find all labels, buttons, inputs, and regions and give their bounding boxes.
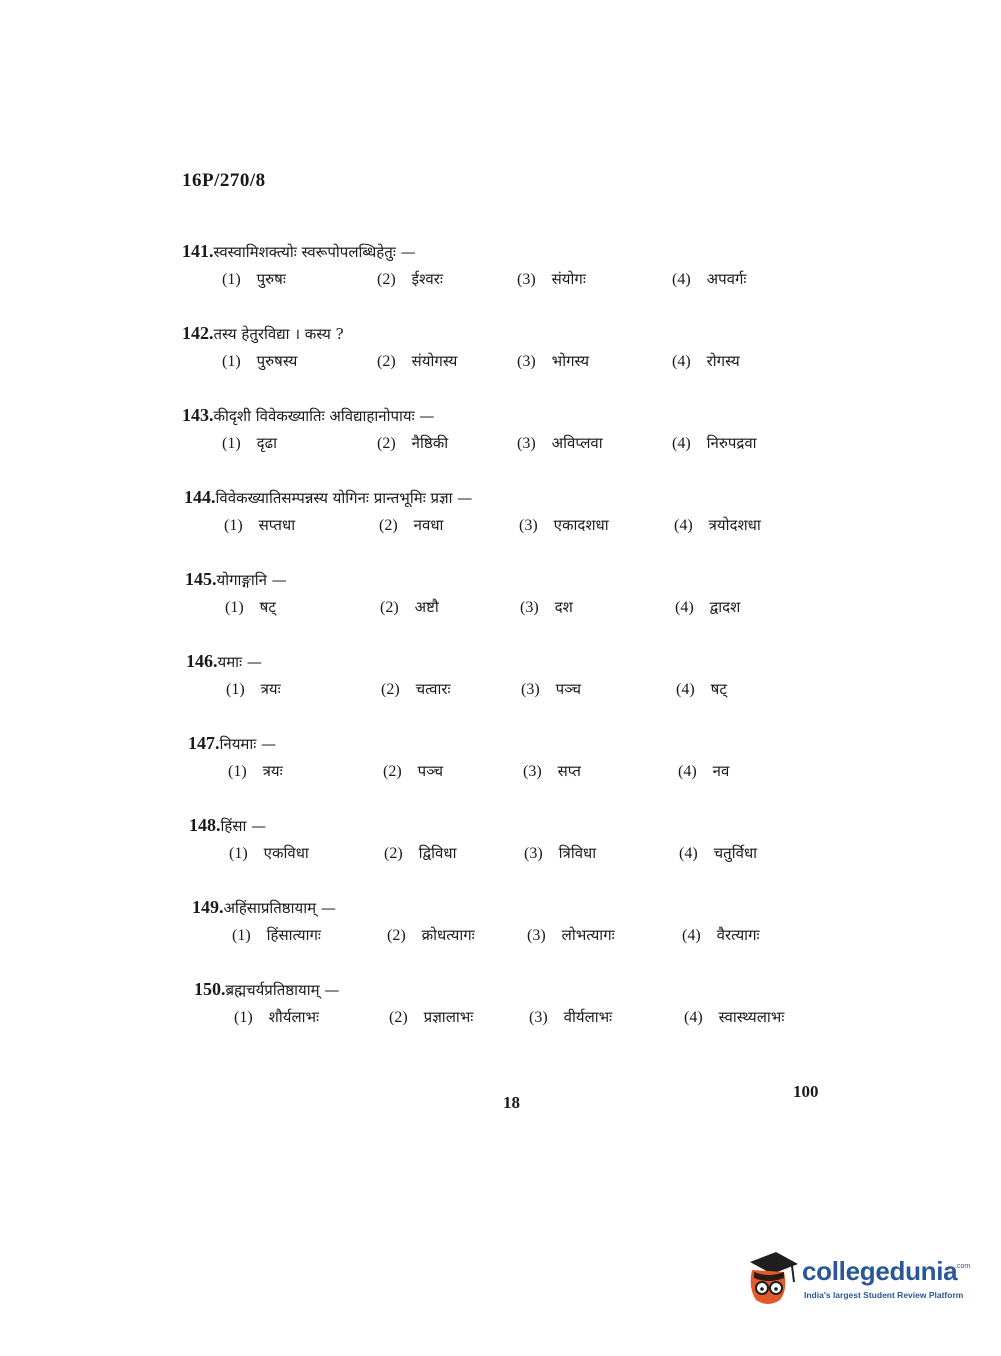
option-3 (520, 597, 573, 617)
question-stem (192, 894, 892, 921)
option-number: (3) (517, 435, 536, 452)
collegedunia-watermark (742, 1248, 972, 1312)
question-text: विवेकख्यातिसम्पन्नस्य योगिनः प्रान्तभूमिः प्रज्ञा — (215, 489, 473, 507)
option-number: (3) (520, 599, 539, 616)
option-number: (2) (380, 599, 399, 616)
option-number: (3) (529, 1009, 548, 1026)
option-number: (4) (672, 271, 691, 288)
option-3 (519, 515, 609, 535)
question-number: 148. (189, 815, 221, 835)
page-number: 18 (503, 1093, 520, 1112)
question-number: 143. (182, 405, 214, 425)
question-146 (186, 648, 886, 709)
option-text: चतुर्विधा (713, 844, 758, 862)
question-text: योगाङ्गानि — (216, 571, 287, 589)
option-3 (517, 351, 589, 371)
question-total: 100 (793, 1082, 819, 1101)
option-row (182, 351, 882, 381)
question-stem (186, 648, 886, 675)
question-number: 141. (182, 241, 214, 261)
option-4 (678, 761, 729, 781)
option-text: भोगस्य (551, 352, 590, 370)
option-text: सप्तधा (258, 516, 296, 534)
question-143 (182, 402, 882, 463)
question-text: नियमाः — (219, 735, 277, 753)
option-text: नैष्ठिकी (411, 434, 449, 452)
question-number: 147. (188, 733, 220, 753)
option-text: द्वादश (709, 598, 741, 616)
option-2 (383, 761, 443, 781)
option-text: त्रिविधा (558, 844, 597, 862)
option-row (182, 269, 882, 299)
question-stem (182, 402, 882, 429)
question-stem (184, 484, 884, 511)
option-text: त्रयः (262, 762, 283, 780)
option-number: (4) (679, 845, 698, 862)
option-3 (529, 1007, 612, 1027)
option-row (192, 925, 892, 955)
question-number: 150. (194, 979, 226, 999)
option-1 (224, 515, 295, 535)
option-number: (2) (377, 353, 396, 370)
option-1 (229, 843, 309, 863)
option-number: (1) (234, 1009, 253, 1026)
option-number: (4) (682, 927, 701, 944)
question-stem (189, 812, 889, 839)
paper-code: 16P/270/8 (182, 170, 266, 191)
option-number: (1) (232, 927, 251, 944)
option-number: (1) (225, 599, 244, 616)
option-3 (527, 925, 615, 945)
option-number: (4) (676, 681, 695, 698)
option-4 (675, 597, 740, 617)
option-text: निरुपद्रवा (706, 434, 757, 452)
option-text: द्विविधा (418, 844, 457, 862)
option-text: ईश्वरः (411, 270, 443, 288)
option-text: अपवर्गः (706, 270, 747, 288)
option-text: सप्त (557, 762, 581, 780)
option-1 (232, 925, 321, 945)
option-number: (2) (377, 271, 396, 288)
brand-tagline: India's largest Student Review Platform (804, 1290, 964, 1300)
option-text: वैरत्यागः (716, 926, 760, 944)
option-number: (4) (674, 517, 693, 534)
option-text: षट् (259, 598, 276, 616)
option-text: संयोगस्य (411, 352, 458, 370)
option-row (185, 597, 885, 627)
option-1 (225, 597, 276, 617)
option-number: (2) (389, 1009, 408, 1026)
question-text: तस्य हेतुरविद्या । कस्य ? (213, 325, 344, 343)
option-2 (389, 1007, 473, 1027)
option-text: शौर्यलाभः (268, 1008, 320, 1026)
option-text: दृढा (256, 434, 277, 452)
mascot-logo-icon (742, 1248, 798, 1308)
option-1 (222, 351, 297, 371)
option-number: (4) (672, 353, 691, 370)
option-text: नव (712, 762, 730, 780)
option-1 (222, 269, 286, 289)
question-145 (185, 566, 885, 627)
option-2 (379, 515, 443, 535)
option-number: (3) (524, 845, 543, 862)
question-stem (182, 238, 882, 265)
option-2 (377, 351, 457, 371)
option-number: (2) (387, 927, 406, 944)
option-text: एकविधा (263, 844, 309, 862)
option-text: पुरुषः (256, 270, 286, 288)
option-2 (381, 679, 451, 699)
option-row (184, 515, 884, 545)
brand-name: collegedunia (802, 1256, 958, 1286)
option-number: (1) (228, 763, 247, 780)
option-text: पुरुषस्य (256, 352, 298, 370)
option-text: लोभत्यागः (561, 926, 615, 944)
option-number: (1) (229, 845, 248, 862)
option-1 (234, 1007, 319, 1027)
question-text: कीदृशी विवेकख्यातिः अविद्याहानोपायः — (213, 407, 435, 425)
question-142 (182, 320, 882, 381)
option-text: पञ्च (555, 680, 582, 698)
question-148 (189, 812, 889, 873)
option-text: क्रोधत्यागः (421, 926, 475, 944)
question-149 (192, 894, 892, 955)
option-number: (1) (222, 435, 241, 452)
option-4 (684, 1007, 784, 1027)
option-4 (672, 269, 746, 289)
question-text: यमाः — (217, 653, 262, 671)
question-144 (184, 484, 884, 545)
option-4 (679, 843, 757, 863)
question-number: 149. (192, 897, 224, 917)
option-number: (3) (523, 763, 542, 780)
question-text: स्वस्वामिशक्त्योः स्वरूपोपलब्धिहेतुः — (213, 243, 416, 261)
option-number: (1) (224, 517, 243, 534)
option-text: वीर्यलाभः (563, 1008, 613, 1026)
question-stem (194, 976, 894, 1003)
option-row (186, 679, 886, 709)
question-stem (185, 566, 885, 593)
option-1 (228, 761, 283, 781)
question-141 (182, 238, 882, 299)
option-number: (3) (527, 927, 546, 944)
option-3 (524, 843, 596, 863)
option-number: (4) (684, 1009, 703, 1026)
option-1 (226, 679, 281, 699)
option-4 (682, 925, 760, 945)
option-number: (2) (383, 763, 402, 780)
option-number: (4) (678, 763, 697, 780)
option-text: एकादशधा (553, 516, 609, 534)
option-text: त्रयः (260, 680, 281, 698)
option-4 (672, 433, 757, 453)
question-number: 146. (186, 651, 218, 671)
option-number: (3) (519, 517, 538, 534)
option-text: अविप्लवा (551, 434, 603, 452)
option-number: (2) (379, 517, 398, 534)
option-number: (3) (521, 681, 540, 698)
option-number: (1) (226, 681, 245, 698)
option-number: (3) (517, 353, 536, 370)
brand-domain: .com (955, 1263, 971, 1270)
option-2 (377, 269, 443, 289)
option-3 (521, 679, 581, 699)
option-2 (380, 597, 439, 617)
option-1 (222, 433, 277, 453)
option-number: (4) (675, 599, 694, 616)
option-row (182, 433, 882, 463)
option-number: (2) (381, 681, 400, 698)
question-number: 142. (182, 323, 214, 343)
option-text: पञ्च (417, 762, 444, 780)
option-row (188, 761, 888, 791)
option-text: दश (554, 598, 573, 616)
question-text: ब्रह्मचर्यप्रतिष्ठायाम् — (225, 981, 340, 999)
option-text: त्रयोदशधा (708, 516, 761, 534)
question-number: 145. (185, 569, 217, 589)
question-number: 144. (184, 487, 216, 507)
option-2 (387, 925, 475, 945)
question-150 (194, 976, 894, 1037)
option-4 (676, 679, 727, 699)
option-text: नवधा (413, 516, 444, 534)
option-2 (384, 843, 457, 863)
question-text: अहिंसाप्रतिष्ठायाम् — (223, 899, 336, 917)
option-3 (517, 269, 586, 289)
option-text: प्रज्ञालाभः (423, 1008, 474, 1026)
question-text: हिंसा — (220, 817, 267, 835)
option-4 (672, 351, 740, 371)
option-number: (1) (222, 353, 241, 370)
option-row (194, 1007, 894, 1037)
option-3 (517, 433, 603, 453)
question-147 (188, 730, 888, 791)
option-text: रोगस्य (706, 352, 740, 370)
option-text: षट् (710, 680, 727, 698)
option-text: हिंसात्यागः (266, 926, 321, 944)
option-4 (674, 515, 761, 535)
option-3 (523, 761, 581, 781)
option-row (189, 843, 889, 873)
option-number: (2) (377, 435, 396, 452)
option-text: अष्टौ (414, 598, 439, 616)
option-text: चत्वारः (415, 680, 451, 698)
option-number: (4) (672, 435, 691, 452)
option-2 (377, 433, 448, 453)
question-stem (188, 730, 888, 757)
option-text: संयोगः (551, 270, 586, 288)
option-number: (3) (517, 271, 536, 288)
question-stem (182, 320, 882, 347)
option-text: स्वास्थ्यलाभः (718, 1008, 785, 1026)
option-number: (2) (384, 845, 403, 862)
option-number: (1) (222, 271, 241, 288)
